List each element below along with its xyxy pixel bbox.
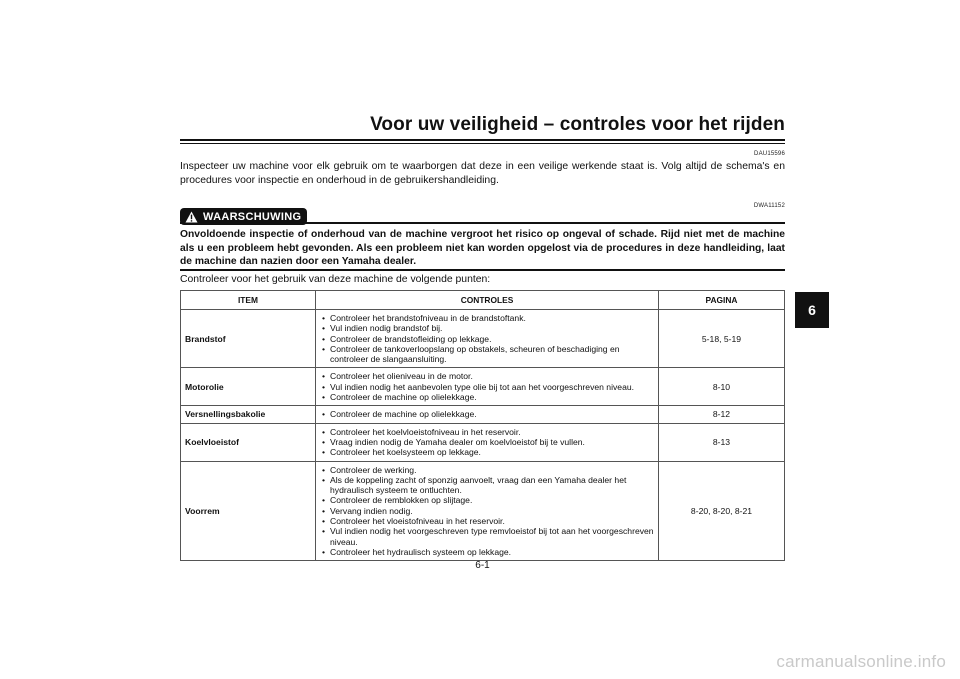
watermark: carmanualsonline.info (776, 652, 946, 671)
warning-badge (180, 208, 307, 225)
row-item: Versnellingsbakolie (181, 406, 316, 423)
table-row (181, 406, 785, 423)
row-checks (316, 406, 659, 423)
row-checks (316, 310, 659, 368)
check-item: • Controleer de machine op olielekkage. (320, 392, 654, 402)
table-row (181, 461, 785, 561)
row-item: Voorrem (181, 461, 316, 561)
row-checks (316, 368, 659, 406)
lead-text: Controleer voor het gebruik van deze machine de volgende punten: (180, 274, 491, 285)
intro-paragraph: Inspecteer uw machine voor elk gebruik om te waarborgen dat deze in een veilige werkende staat is. Volg altijd de schema's en procedures voor inspectie en onderhoud in de gebruikershandleiding. (180, 161, 785, 186)
column-header-item: ITEM (181, 291, 316, 310)
row-pages: 8-10 (659, 368, 785, 406)
check-item: • Controleer de remblokken op slijtage. (320, 495, 654, 505)
warning-text: Onvoldoende inspectie of onderhoud van de machine vergroot het risico op ongeval of schade. Rijd niet met de machine als u een probleem hebt gevonden. Als een probleem niet kan worden opgelost via de procedures in deze handleiding, laat de machine dan nazien door een Yamaha dealer. (180, 229, 785, 267)
section-code: DAU15596 (754, 151, 785, 157)
check-item: • Controleer het koelsysteem op lekkage. (320, 447, 654, 457)
row-checks (316, 423, 659, 461)
row-pages: 8-12 (659, 406, 785, 423)
check-item: • Vervang indien nodig. (320, 506, 654, 516)
title-rule (180, 139, 785, 141)
table-row (181, 423, 785, 461)
title-rule-thin (180, 143, 785, 144)
check-item: • Controleer de werking. (320, 465, 654, 475)
page-number: 6-1 (475, 560, 490, 571)
warning-code: DWA11152 (753, 203, 785, 209)
column-header-pages: PAGINA (659, 291, 785, 310)
check-item: • Controleer het koelvloeistofniveau in het reservoir. (320, 427, 654, 437)
row-item: Brandstof (181, 310, 316, 368)
check-item: • Controleer de machine op olielekkage. (320, 409, 654, 419)
column-header-checks: CONTROLES (316, 291, 659, 310)
check-item: • Controleer het olieniveau in de motor. (320, 371, 654, 381)
table-header-row (181, 291, 785, 310)
check-item: • Vul indien nodig het voorgeschreven type remvloeistof bij tot aan het voorgeschreven niveau. (320, 526, 654, 547)
check-item: • Vul indien nodig het aanbevolen type olie bij tot aan het voorgeschreven niveau. (320, 382, 654, 392)
row-pages: 5-18, 5-19 (659, 310, 785, 368)
check-item: • Controleer het brandstofniveau in de brandstoftank. (320, 313, 654, 323)
row-item: Motorolie (181, 368, 316, 406)
check-item: • Controleer het hydraulisch systeem op lekkage. (320, 547, 654, 557)
row-checks (316, 461, 659, 561)
check-item: • Controleer het vloeistofniveau in het reservoir. (320, 516, 654, 526)
warning-rule-bottom (180, 269, 785, 271)
warning-triangle-icon (185, 211, 198, 223)
check-item: • Vul indien nodig brandstof bij. (320, 323, 654, 333)
row-pages: 8-20, 8-20, 8-21 (659, 461, 785, 561)
row-item: Koelvloeistof (181, 423, 316, 461)
check-item: • Controleer de tankoverloopslang op obstakels, scheuren of beschadiging en controleer de slangaansluiting. (320, 344, 654, 365)
table-row (181, 310, 785, 368)
check-item: • Als de koppeling zacht of sponzig aanvoelt, vraag dan een Yamaha dealer het hydraulisch systeem te ontluchten. (320, 475, 654, 496)
inspection-table (180, 290, 785, 561)
warning-label: WAARSCHUWING (203, 210, 302, 223)
chapter-tab: 6 (795, 292, 829, 328)
check-item: • Vraag indien nodig de Yamaha dealer om koelvloeistof bij te vullen. (320, 437, 654, 447)
table-row (181, 368, 785, 406)
row-pages: 8-13 (659, 423, 785, 461)
check-item: • Controleer de brandstofleiding op lekkage. (320, 334, 654, 344)
page-title: Voor uw veiligheid – controles voor het rijden (370, 114, 785, 135)
